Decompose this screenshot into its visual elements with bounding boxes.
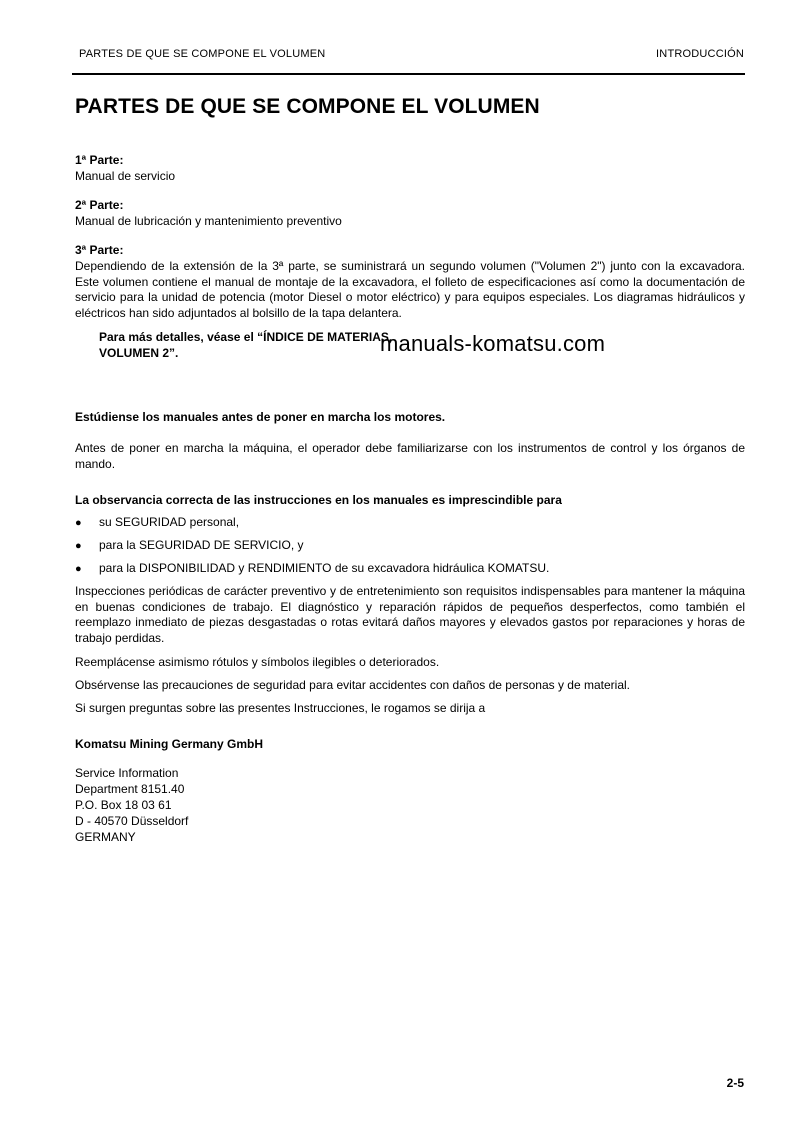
paragraph-inspections: Inspecciones periódicas de carácter preventivo y de entretenimiento son requisitos indispensables para mantener la máquina en buenas condiciones de trabajo. El diagnóstico y reparación rápidos de pequeños desperfectos, como también el reemplazo inmediato de piezas desgastadas o rotas evitará daños mayores y elevados gastos por reparaciones y horas de trabajo perdidas. <box>75 584 745 645</box>
part-2-text: Manual de lubricación y mantenimiento preventivo <box>75 214 342 228</box>
bullet-item-3: para la DISPONIBILIDAD y RENDIMIENTO de su excavadora hidráulica KOMATSU. <box>99 561 550 575</box>
address-line-5: GERMANY <box>75 830 136 844</box>
address-line-4: D - 40570 Düsseldorf <box>75 814 189 828</box>
bullet-icon: ● <box>75 563 82 575</box>
address-line-1: Service Information <box>75 766 179 780</box>
observance-heading: La observancia correcta de las instrucciones en los manuales es imprescindible para <box>75 493 562 507</box>
header-divider <box>72 73 745 75</box>
bullet-item-1: su SEGURIDAD personal, <box>99 515 240 529</box>
address-line-3: P.O. Box 18 03 61 <box>75 798 172 812</box>
part-2-label: 2ª Parte: <box>75 198 124 212</box>
page-number: 2-5 <box>726 1076 744 1090</box>
running-header-left: PARTES DE QUE SE COMPONE EL VOLUMEN <box>79 48 326 60</box>
note-line-1: Para más detalles, véase el “ÍNDICE DE MATERIAS, <box>99 330 393 344</box>
part-1-label: 1ª Parte: <box>75 153 124 167</box>
address-line-2: Department 8151.40 <box>75 782 185 796</box>
bullet-icon: ● <box>75 540 82 552</box>
part-3-label: 3ª Parte: <box>75 243 124 257</box>
part-1-text: Manual de servicio <box>75 169 176 183</box>
bullet-icon: ● <box>75 517 82 529</box>
study-text: Antes de poner en marcha la máquina, el operador debe familiarizarse con los instrumentos de control y los órganos de mando. <box>75 441 745 471</box>
page-title: PARTES DE QUE SE COMPONE EL VOLUMEN <box>75 95 540 118</box>
paragraph-safety: Obsérvense las precauciones de seguridad para evitar accidentes con daños de personas y de material. <box>75 678 630 692</box>
company-name: Komatsu Mining Germany GmbH <box>75 737 264 751</box>
bullet-item-2: para la SEGURIDAD DE SERVICIO, y <box>99 538 304 552</box>
paragraph-replace-labels: Reemplácense asimismo rótulos y símbolos ilegibles o deteriorados. <box>75 655 440 669</box>
note-line-2: VOLUMEN 2”. <box>99 346 179 360</box>
running-header-right: INTRODUCCIÓN <box>656 48 744 60</box>
paragraph-questions: Si surgen preguntas sobre las presentes Instrucciones, le rogamos se dirija a <box>75 701 486 715</box>
watermark: manuals-komatsu.com <box>380 331 606 356</box>
study-heading: Estúdiense los manuales antes de poner en marcha los motores. <box>75 410 446 424</box>
part-3-text: Dependiendo de la extensión de la 3ª parte, se suministrará un segundo volumen ("Volumen 2") junto con la excavadora. Este volumen contiene el manual de montaje de la excavadora, el folleto de especificaciones así como la documentación de servicio para la unidad de potencia (motor Diesel o motor eléctrico) y para equipos especiales. Los diagramas hidráulicos y eléctricos han sido adjuntados al bolsillo de la tapa delantera. <box>75 259 745 320</box>
